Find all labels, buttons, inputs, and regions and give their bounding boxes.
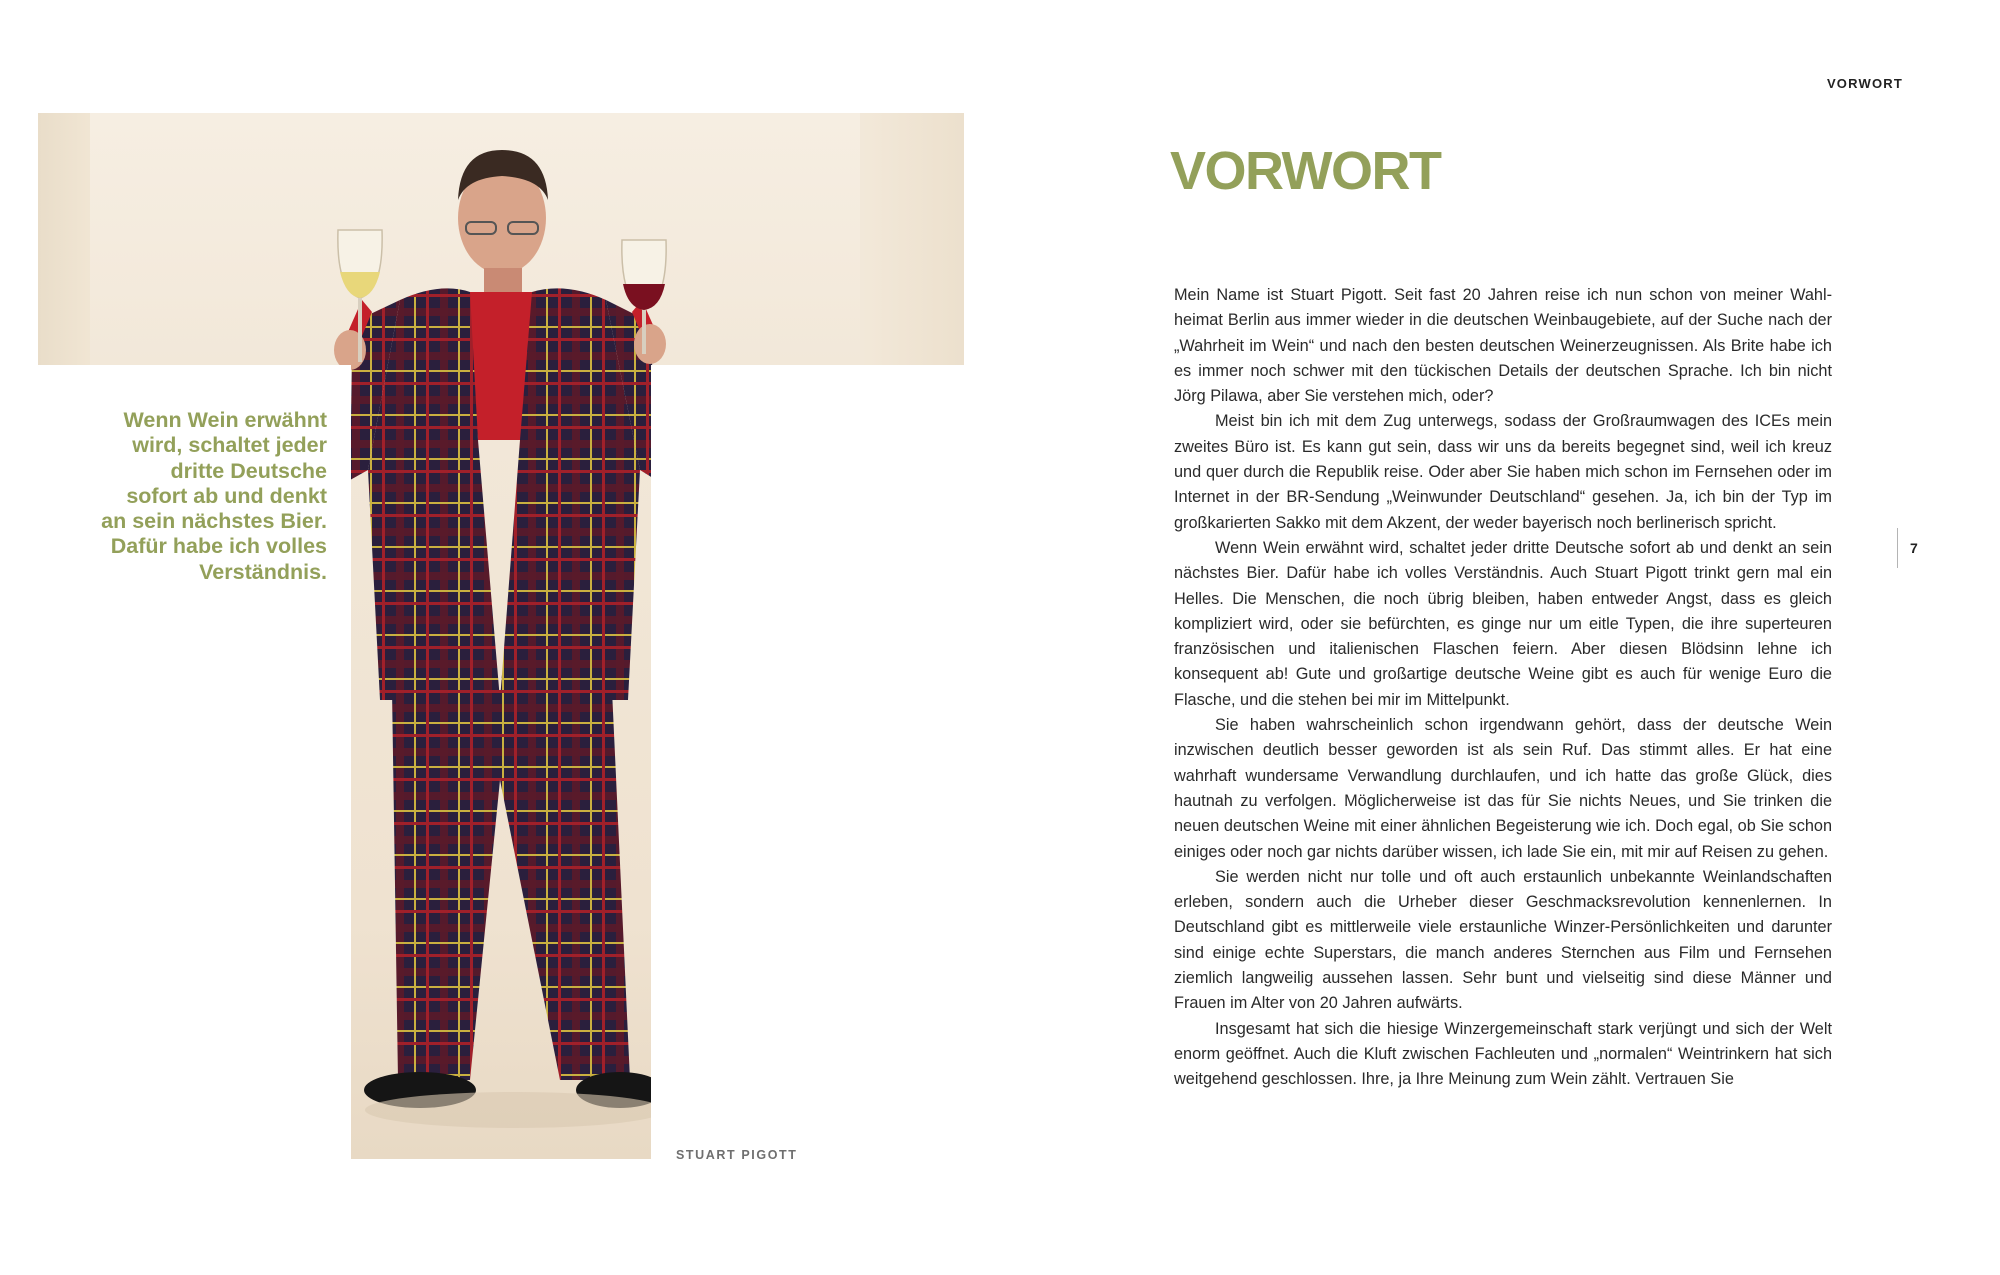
paragraph: Sie werden nicht nur tolle und oft auch erstaunlich unbekannte Weinlandschaften erleben, sondern auch die Urheber dieser Geschmacksrevolution kennenlernen. In Deutschland gibt es mittlerweile viele erstaunliche Winzer-Persönlichkeiten und darunter sind einige echte Superstars, die manch anderes Sternchen aus Film und Fernsehen ziemlich langweilig aussehen lassen. Sehr bunt und vielseitig sind diese Männer und Frauen im Alter von 20 Jahren aufwärts. <box>1174 867 1832 1013</box>
pull-quote-line: an sein nächstes Bier. <box>101 509 327 534</box>
pull-quote-line: sofort ab und denkt <box>126 483 327 508</box>
page-number: 7 <box>1910 540 1918 556</box>
pull-quote-line: dritte Deutsche <box>170 458 327 483</box>
paragraph: Insgesamt hat sich die hiesige Winzergemeinschaft stark verjüngt und sich der Welt enorm geöffnet. Auch die Kluft zwischen Fachleuten und „normalen“ Weintrinkern hat sich weitgehend geschlossen. Ihre, ja Ihre Meinung zum Wein zählt. Vertrauen Sie <box>1174 1019 1832 1089</box>
paragraph: Sie haben wahrscheinlich schon irgendwann gehört, dass der deutsche Wein inzwischen deutlich besser geworden ist als sein Ruf. Das stimmt alles. Er hat eine wahrhaft wundersame Verwandlung durchlaufen, und ich hatte das große Glück, dies hautnah zu verfolgen. Möglicherweise ist das für Sie nichts Neues, und Sie trinken die neuen deutschen Weine mit einer ähnlichen Begeisterung wie ich. Doch egal, ob Sie schon einiges oder noch gar nichts darüber wissen, ich lade Sie ein, mit mir auf Reisen zu gehen. <box>1174 716 1832 861</box>
running-head: VORWORT <box>1826 76 1903 91</box>
paragraph: Wenn Wein erwähnt wird, schaltet jeder dritte Deutsche sofort ab und denkt an sein nächstes Bier. Dafür habe ich volles Verständnis. Auch Stuart Pigott trinkt gern mal ein Helles. Die Menschen, die noch übrig bleiben, haben entweder Angst, dass es gleich kompliziert wird, oder sie befürchten, es ginge nur um eitle Typen, die ihre superteuren französischen und italienischen Flaschen feiern. Aber diesen Blödsinn lehne ich konsequent ab! Gute und großartige deutsche Weine gibt es auch für wenige Euro die Flasche, und die stehen bei mir im Mittelpunkt. <box>1174 538 1832 709</box>
paragraph: Mein Name ist Stuart Pigott. Seit fast 20 Jahren reise ich nun schon von meiner Wahlheimat Berlin aus immer wieder in die deutschen Weinbaugebiete, auf der Suche nach der „Wahrheit im Wein“ und nach den besten deutschen Weinerzeugnissen. Als Brite habe ich es immer noch schwer mit den tückischen Details der deutschen Sprache. Ich bin nicht Jörg Pilawa, aber Sie verstehen mich, oder? <box>1174 286 1832 406</box>
pull-quote-line: Wenn Wein erwähnt <box>123 408 327 432</box>
chapter-title: VORWORT <box>1170 141 1441 201</box>
person-figure <box>334 150 666 1128</box>
pull-quote-line: Verständnis. <box>199 559 327 584</box>
paragraph: Meist bin ich mit dem Zug unterwegs, sodass der Großraumwagen des ICEs mein zweites Büro ist. Es kann gut sein, dass wir uns da bereits begegnet sind, weil ich kreuz und quer durch die Republik reise. Oder aber Sie haben mich schon im Fernsehen oder im Internet in der BR-Sendung „Weinwunder Deutschland“ gesehen. Ja, ich bin der Typ im großkarierten Sakko mit dem Akzent, der weder bayerisch noch berlinerisch spricht. <box>1174 412 1832 532</box>
folio-rule <box>1897 528 1898 568</box>
pull-quote-line: Dafür habe ich volles <box>110 534 327 559</box>
portrait-photo-icon <box>0 0 1000 1200</box>
pull-quote <box>80 408 327 585</box>
pull-quote-line: wird, schaltet jeder <box>132 433 327 458</box>
photo-caption: STUART PIGOTT <box>676 1148 798 1162</box>
body-text <box>1174 283 1832 1093</box>
